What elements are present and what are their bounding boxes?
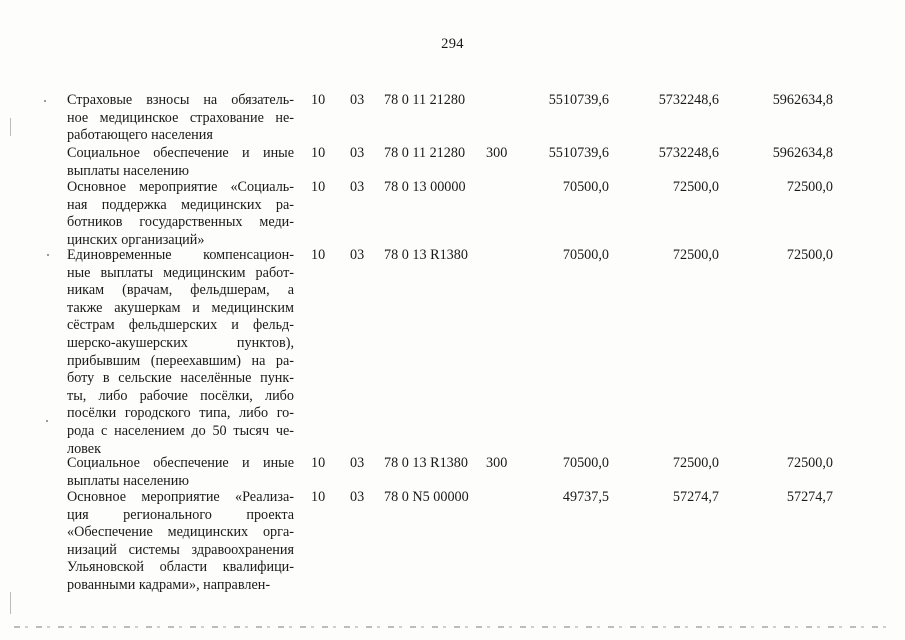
section-code: 10 xyxy=(311,455,326,471)
description-line: также акушеркам и медицинским xyxy=(67,299,294,316)
description-line: ловек xyxy=(67,440,101,457)
section-code: 10 xyxy=(311,145,326,161)
subsection-code: 03 xyxy=(350,247,365,263)
description-line: Социальное обеспечение и иные xyxy=(67,145,294,161)
description-line: рода с населением до 50 тысяч че- xyxy=(67,422,294,439)
description-line: Ульяновской области квалифици- xyxy=(67,559,294,576)
description-line: шерско-акушерских пунктов), xyxy=(67,334,294,351)
scan-speck xyxy=(46,420,48,422)
amount-year-3: 5962634,8 xyxy=(772,92,833,108)
description-line: низаций системы здравоохранения xyxy=(67,541,294,558)
amount-year-2: 57274,7 xyxy=(672,489,719,505)
amount-year-2: 72500,0 xyxy=(672,455,719,471)
page-number: 294 xyxy=(441,36,464,52)
subsection-code: 03 xyxy=(350,179,365,195)
amount-year-3: 57274,7 xyxy=(786,489,833,505)
row-description xyxy=(67,145,294,180)
description-line: рованными кадрами», направлен- xyxy=(67,576,271,593)
description-line: Основное мероприятие «Реализа- xyxy=(67,489,294,505)
scan-mark xyxy=(10,592,11,614)
row-description xyxy=(67,489,294,595)
subsection-code: 03 xyxy=(350,145,365,161)
scan-speck xyxy=(47,254,49,256)
section-code: 10 xyxy=(311,92,326,108)
section-code: 10 xyxy=(311,179,326,195)
row-description xyxy=(67,179,294,249)
amount-year-2: 72500,0 xyxy=(672,247,719,263)
subsection-code: 03 xyxy=(350,489,365,505)
description-line: ботников государственных меди- xyxy=(67,214,294,231)
amount-year-3: 72500,0 xyxy=(786,455,833,471)
description-line: ное медицинское страхование не- xyxy=(67,109,294,126)
description-line: боту в сельские населённые пунк- xyxy=(67,370,294,387)
amount-year-1: 49737,5 xyxy=(562,489,609,505)
amount-year-2: 5732248,6 xyxy=(658,92,719,108)
description-line: выплаты населению xyxy=(67,472,189,489)
amount-year-2: 5732248,6 xyxy=(658,145,719,161)
description-line: выплаты населению xyxy=(67,162,189,179)
target-article-code: 78 0 N5 00000 xyxy=(384,489,469,505)
subsection-code: 03 xyxy=(350,92,365,108)
description-line: ция регионального проекта xyxy=(67,506,294,523)
section-code: 10 xyxy=(311,247,326,263)
subsection-code: 03 xyxy=(350,455,365,471)
amount-year-1: 5510739,6 xyxy=(548,145,609,161)
description-line: ты, либо рабочие посёлки, либо xyxy=(67,387,294,404)
row-description xyxy=(67,92,294,145)
target-article-code: 78 0 13 00000 xyxy=(384,179,466,195)
description-line: работающего населения xyxy=(67,127,213,144)
description-line: Единовременные компенсацион- xyxy=(67,247,294,263)
amount-year-1: 70500,0 xyxy=(562,247,609,263)
description-line: Основное мероприятие «Социаль- xyxy=(67,179,294,195)
description-line: посёлки городского типа, либо го- xyxy=(67,405,294,422)
section-code: 10 xyxy=(311,489,326,505)
row-description xyxy=(67,247,294,458)
target-article-code: 78 0 13 R1380 xyxy=(384,247,468,263)
description-line: цинских организаций» xyxy=(67,231,205,248)
amount-year-1: 5510739,6 xyxy=(548,92,609,108)
description-line: Социальное обеспечение и иные xyxy=(67,455,294,471)
amount-year-1: 70500,0 xyxy=(562,179,609,195)
scan-speck xyxy=(44,100,46,102)
description-line: ная поддержка медицинских ра- xyxy=(67,196,294,213)
description-line: ные выплаты медицинским работ- xyxy=(67,264,294,281)
expense-type-code: 300 xyxy=(486,145,508,161)
target-article-code: 78 0 11 21280 xyxy=(384,92,466,108)
description-line: сёстрам фельдшерских и фельд- xyxy=(67,317,294,334)
amount-year-3: 5962634,8 xyxy=(772,145,833,161)
target-article-code: 78 0 11 21280 xyxy=(384,145,466,161)
description-line: прибывшим (переехавшим) на ра- xyxy=(67,352,294,369)
description-line: Страховые взносы на обязатель- xyxy=(67,92,294,108)
amount-year-3: 72500,0 xyxy=(786,179,833,195)
row-description xyxy=(67,455,294,490)
amount-year-3: 72500,0 xyxy=(786,247,833,263)
target-article-code: 78 0 13 R1380 xyxy=(384,455,468,471)
description-line: «Обеспечение медицинских орга- xyxy=(67,524,294,541)
scan-edge xyxy=(14,626,890,628)
description-line: никам (врачам, фельдшерам, а xyxy=(67,282,294,299)
expense-type-code: 300 xyxy=(486,455,508,471)
scan-mark xyxy=(10,118,11,136)
amount-year-1: 70500,0 xyxy=(562,455,609,471)
amount-year-2: 72500,0 xyxy=(672,179,719,195)
